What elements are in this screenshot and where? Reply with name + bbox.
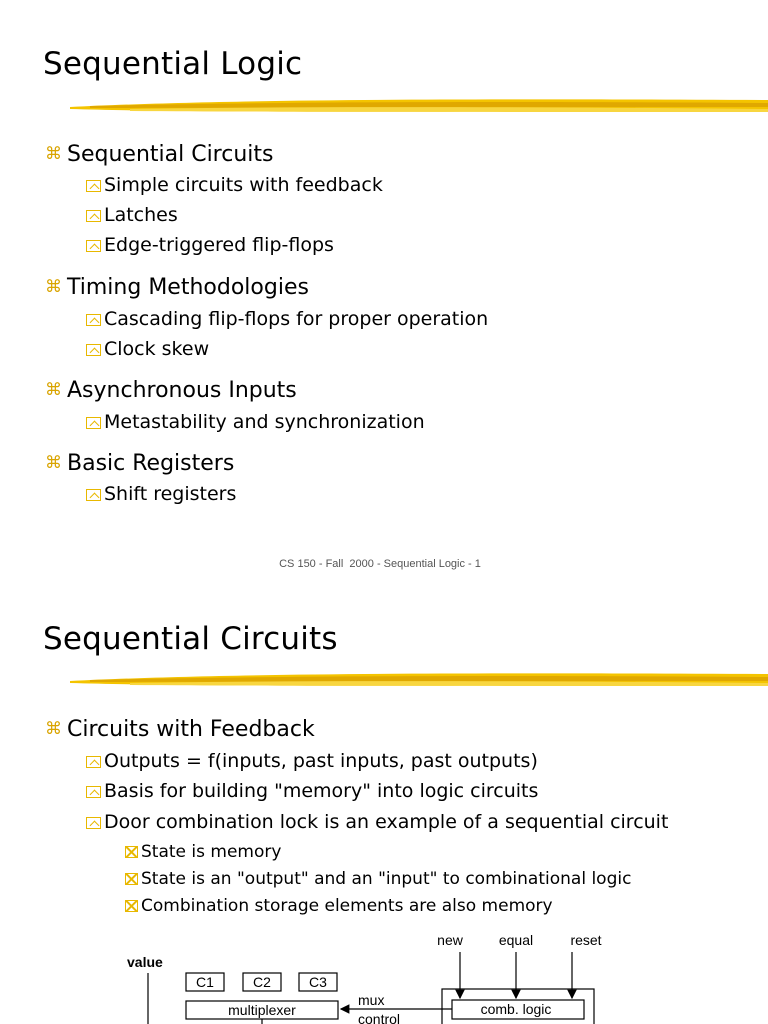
slide-footer: CS 150 - Fall 2000 - Sequential Logic - 1	[279, 558, 481, 570]
command-key-icon: ⌘	[45, 144, 62, 164]
combination-lock-diagram	[0, 925, 768, 1024]
slide-title: Sequential Logic	[43, 46, 303, 82]
sub-subbullet: Combination storage elements are also memory	[125, 896, 553, 916]
subbullet: Shift registers	[86, 483, 236, 505]
subbullet: Simple circuits with feedback	[86, 174, 383, 196]
x-box-icon	[125, 900, 138, 912]
slide-title: Sequential Circuits	[43, 621, 338, 657]
command-key-icon: ⌘	[45, 453, 62, 473]
c2-label: C2	[253, 974, 271, 990]
folder-arrow-icon	[86, 817, 101, 829]
bullet-circuits-with-feedback: ⌘ Circuits with Feedback	[45, 717, 315, 742]
comb-logic-label: comb. logic	[480, 1001, 552, 1017]
new-label: new	[437, 932, 463, 948]
brush-divider	[70, 668, 768, 694]
sub-subbullet: State is memory	[125, 842, 281, 862]
bullet-sequential-circuits: ⌘ Sequential Circuits	[45, 142, 274, 167]
x-box-icon	[125, 873, 138, 885]
subbullet: Latches	[86, 204, 178, 226]
subbullet: Metastability and synchronization	[86, 411, 425, 433]
command-key-icon: ⌘	[45, 719, 62, 739]
subbullet: Basis for building "memory" into logic circuits	[86, 780, 538, 802]
mux-label: mux	[358, 992, 385, 1008]
equal-label: equal	[498, 932, 534, 948]
subbullet: Clock skew	[86, 338, 209, 360]
x-box-icon	[125, 846, 138, 858]
bullet-timing-methodologies: ⌘ Timing Methodologies	[45, 275, 309, 300]
reset-label: reset	[570, 932, 602, 948]
c3-label: C3	[309, 974, 327, 990]
bullet-basic-registers: ⌘ Basic Registers	[45, 451, 235, 476]
subbullet: Outputs = f(inputs, past inputs, past outputs)	[86, 750, 538, 772]
subbullet: Edge-triggered flip-flops	[86, 234, 334, 256]
value-label: value	[127, 954, 163, 970]
folder-arrow-icon	[86, 786, 101, 798]
command-key-icon: ⌘	[45, 277, 62, 297]
folder-arrow-icon	[86, 756, 101, 768]
subbullet: Cascading flip-flops for proper operation	[86, 308, 488, 330]
sub-subbullet: State is an "output" and an "input" to combinational logic	[125, 869, 631, 889]
control-label: control	[358, 1011, 401, 1024]
subbullet: Door combination lock is an example of a sequential circuit	[86, 811, 668, 833]
command-key-icon: ⌘	[45, 380, 62, 400]
c1-label: C1	[196, 974, 214, 990]
bullet-asynchronous-inputs: ⌘ Asynchronous Inputs	[45, 378, 297, 403]
multiplexer-label: multiplexer	[228, 1002, 296, 1018]
